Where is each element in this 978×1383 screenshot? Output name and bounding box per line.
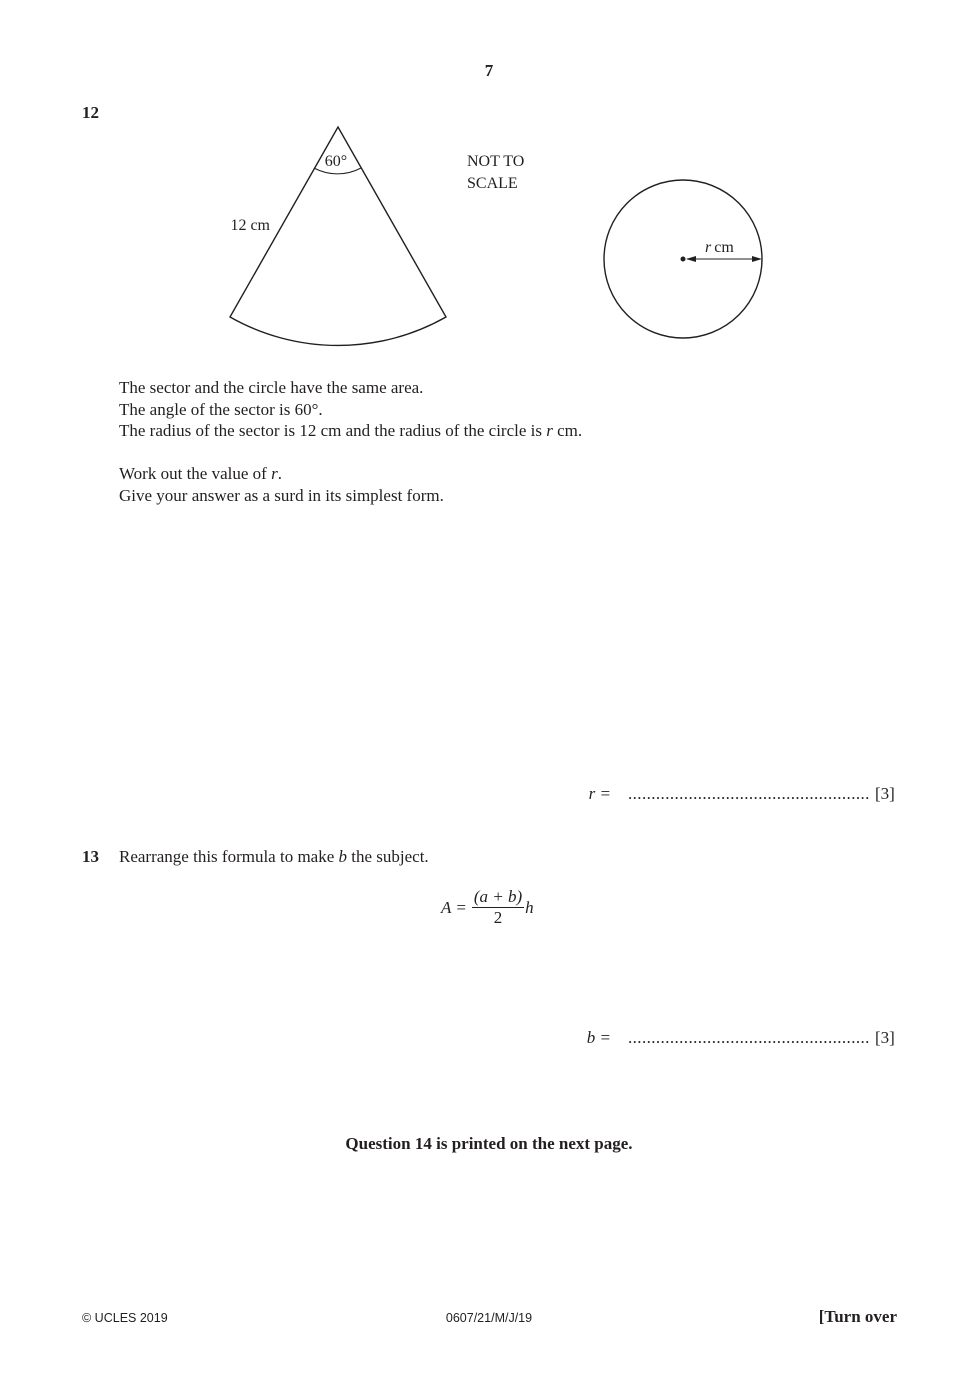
angle-label: 60°	[324, 153, 348, 170]
formula-factor: h	[525, 897, 534, 917]
q13-marks: [3]	[875, 1028, 895, 1047]
formula-lhs: A =	[441, 897, 467, 917]
formula-numerator: (a + b)	[473, 887, 523, 906]
radius-label: r cm	[705, 239, 734, 256]
formula-denominator: 2	[493, 908, 503, 927]
question-13-text: Rearrange this formula to make b the subject.	[119, 847, 429, 866]
q12-line-3: The radius of the sector is 12 cm and the radius of the circle is r cm.	[119, 421, 583, 440]
question-12-text	[119, 377, 582, 506]
question-13-number: 13	[82, 847, 99, 866]
q12-line-4: Work out the value of r.	[119, 464, 282, 483]
not-to-scale-line1: NOT TO	[467, 153, 525, 170]
circle-center-dot	[681, 257, 686, 262]
radius-arrowhead-left	[686, 256, 696, 262]
q12-line-2: The angle of the sector is 60°.	[119, 399, 323, 419]
q13-answer-label: b =	[586, 1028, 611, 1047]
page-number: 7	[484, 61, 494, 80]
q12-line-5: Give your answer as a surd in its simplest form.	[119, 485, 444, 505]
q12-line-1: The sector and the circle have the same area.	[119, 378, 424, 397]
q12-marks: [3]	[875, 784, 895, 803]
q12-answer-field[interactable]: ....................................................	[628, 784, 870, 803]
side-length-label: 12 cm	[230, 217, 270, 234]
not-to-scale-line2: SCALE	[467, 175, 518, 192]
question-12-number: 12	[82, 103, 99, 122]
sector-circle-diagram	[0, 0, 978, 360]
footer-code: 0607/21/M/J/19	[445, 1311, 533, 1325]
footer-turn-over: [Turn over	[818, 1307, 897, 1326]
q12-answer-label: r =	[588, 784, 611, 803]
footer-copyright: © UCLES 2019	[82, 1311, 168, 1325]
q13-answer-field[interactable]: ....................................................	[628, 1028, 870, 1047]
radius-arrowhead-right	[752, 256, 762, 262]
formula-fraction	[472, 887, 524, 928]
formula	[441, 887, 534, 928]
next-page-note: Question 14 is printed on the next page.	[345, 1134, 633, 1153]
